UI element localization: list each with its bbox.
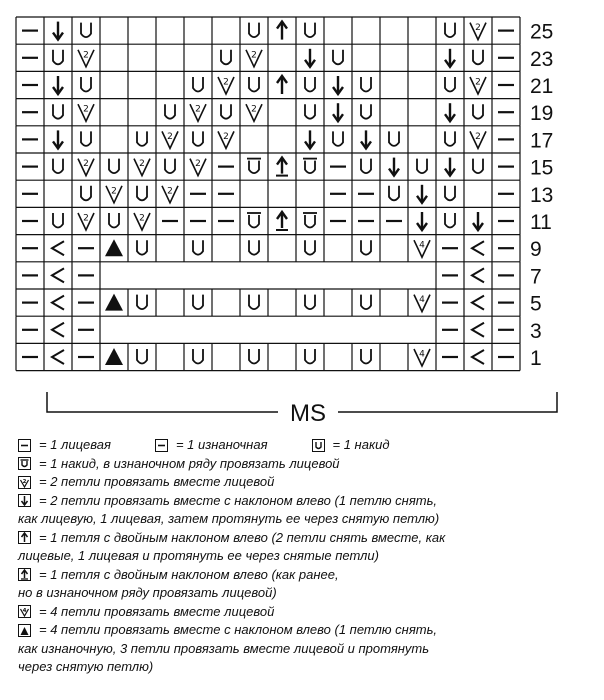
row-number: 13	[530, 183, 554, 207]
yarn-over-u	[445, 23, 455, 37]
legend-row-3	[18, 473, 598, 492]
two-together-v	[470, 77, 486, 94]
two-together-icon	[18, 476, 31, 489]
legend-row-12	[18, 640, 598, 659]
no-stitch-chevron	[52, 323, 64, 337]
four-together-v	[414, 349, 430, 366]
yarn-over-bar-u	[247, 159, 261, 174]
svg-text:2: 2	[167, 186, 173, 197]
svg-text:2: 2	[475, 23, 481, 34]
ssk-down-arrow	[473, 212, 483, 230]
row-number: 11	[530, 211, 552, 234]
yarn-over-u	[137, 349, 147, 364]
ssk-down-arrow	[53, 22, 63, 40]
yarn-over-u	[249, 77, 259, 92]
knit-icon	[18, 439, 31, 452]
yarn-over-u	[137, 240, 147, 255]
yarn-over-u	[53, 159, 63, 174]
no-stitch-chevron	[52, 296, 64, 310]
yarn-over-u	[109, 159, 119, 174]
two-together-v	[78, 104, 94, 121]
yarn-over-u	[53, 50, 63, 65]
no-stitch-chevron	[472, 268, 484, 282]
legend-yarn-over-text: = 1 накид	[332, 437, 390, 452]
two-together-v	[106, 186, 122, 203]
row-number: 5	[530, 292, 542, 316]
ssk-down-arrow	[417, 212, 427, 230]
double-decrease-purl-arrow	[276, 158, 288, 176]
legend-ssk-text-2: как лицевую, 1 лицевая, затем протянуть ее через снятую петлю)	[18, 511, 440, 526]
legend-row-5	[18, 510, 598, 529]
yarn-over-u	[249, 240, 259, 255]
legend-yo-purl-row-knit-text: = 1 накид, в изнаночном ряду провязать лицевой	[39, 455, 340, 471]
legend-row-10	[18, 603, 598, 622]
yarn-over-u	[193, 295, 203, 310]
yarn-over-u	[417, 159, 427, 174]
no-stitch-chevron	[472, 296, 484, 310]
legend-four-left-text-2: как изнаночную, 3 петли провязать вместе лицевой и протянуть	[18, 640, 430, 656]
legend-row-2	[18, 455, 598, 474]
svg-text:2: 2	[475, 77, 481, 88]
yarn-over-u	[389, 186, 399, 201]
two-together-v	[134, 159, 150, 176]
svg-text:4: 4	[22, 608, 27, 615]
yarn-over-u	[221, 104, 231, 119]
four-together-v	[414, 295, 430, 312]
two-together-v	[190, 159, 206, 176]
yarn-over-u	[165, 159, 175, 174]
repeat-label: MS	[290, 400, 326, 427]
row-number: 23	[530, 47, 554, 71]
no-stitch-chevron	[472, 350, 484, 364]
legend-purl-text: = 1 изнаночная	[175, 437, 268, 452]
two-together-v	[78, 159, 94, 176]
double-decrease-purl-arrow-icon	[18, 568, 31, 581]
two-together-v	[470, 131, 486, 148]
ssk-down-arrow	[305, 49, 315, 67]
yarn-over-u	[445, 131, 455, 146]
legend-row-11	[18, 621, 598, 640]
yarn-over-purl-knit-icon	[18, 457, 31, 470]
yarn-over-u	[445, 77, 455, 92]
yarn-over-u	[305, 104, 315, 119]
yarn-over-u	[137, 186, 147, 201]
row-number: 3	[530, 319, 542, 343]
no-stitch-chevron	[472, 323, 484, 337]
legend-four-left-text-3: через снятую петлю)	[18, 659, 154, 674]
legend-double-dec-purl-text-2: но в изнаночном ряду провязать лицевой)	[18, 585, 277, 600]
four-left-triangle	[105, 348, 123, 365]
ssk-down-arrow	[445, 158, 455, 176]
yarn-over-u	[249, 349, 259, 364]
svg-text:2: 2	[223, 131, 229, 142]
yarn-over-u	[305, 349, 315, 364]
yarn-over-u	[53, 104, 63, 119]
four-left-triangle-icon	[18, 624, 31, 637]
yarn-over-u	[193, 77, 203, 92]
two-together-v	[246, 104, 262, 121]
two-together-v	[134, 213, 150, 230]
yarn-over-u	[361, 104, 371, 119]
yarn-over-u	[165, 104, 175, 119]
ssk-down-arrow	[305, 130, 315, 148]
svg-text:2: 2	[195, 104, 201, 115]
legend-row-7	[18, 547, 598, 566]
legend	[18, 436, 598, 677]
row-number: 19	[530, 102, 554, 126]
svg-text:4: 4	[419, 349, 425, 360]
svg-text:2: 2	[83, 50, 89, 61]
ssk-down-arrow	[445, 49, 455, 67]
yarn-over-u	[81, 186, 91, 201]
yarn-over-u	[193, 240, 203, 255]
svg-text:2: 2	[83, 159, 89, 170]
yarn-over-u	[333, 131, 343, 146]
yarn-over-u	[305, 295, 315, 310]
svg-text:2: 2	[83, 104, 89, 115]
row-number: 9	[530, 238, 542, 262]
two-together-v	[246, 50, 262, 67]
yarn-over-u	[137, 295, 147, 310]
legend-two-together-text: = 2 петли провязать вместе лицевой	[39, 474, 275, 489]
legend-double-dec-text-2: лицевые, 1 лицевая и протянуть ее через снятые петли)	[18, 548, 379, 563]
row-number: 7	[530, 265, 542, 289]
double-decrease-up-arrow	[277, 76, 287, 94]
two-together-v	[470, 23, 486, 40]
four-together-v	[414, 240, 430, 257]
yarn-over-u	[361, 77, 371, 92]
svg-text:4: 4	[419, 240, 425, 251]
svg-text:4: 4	[419, 295, 425, 306]
svg-text:2: 2	[83, 213, 89, 224]
svg-text:2: 2	[111, 186, 117, 197]
svg-text:2: 2	[223, 77, 229, 88]
yarn-over-u	[473, 159, 483, 174]
two-together-v	[78, 50, 94, 67]
legend-row-8	[18, 566, 598, 585]
no-stitch-chevron	[472, 241, 484, 255]
svg-text:2: 2	[251, 50, 257, 61]
no-stitch-chevron	[52, 241, 64, 255]
yarn-over-u	[333, 50, 343, 65]
row-number: 17	[530, 129, 554, 153]
yarn-over-u	[445, 186, 455, 201]
ssk-down-arrow	[445, 103, 455, 121]
legend-row-9	[18, 584, 598, 603]
four-left-triangle	[105, 239, 123, 256]
svg-text:2: 2	[475, 131, 481, 142]
row-number: 21	[530, 75, 554, 98]
yarn-over-u	[109, 213, 119, 228]
ssk-down-arrow-icon	[18, 494, 31, 507]
svg-text:2: 2	[139, 213, 145, 224]
yarn-over-u	[445, 213, 455, 228]
yarn-over-u	[193, 349, 203, 364]
row-number: 25	[530, 20, 554, 44]
double-decrease-up-arrow	[277, 22, 287, 40]
svg-text:2: 2	[139, 159, 145, 170]
yarn-over-u	[81, 23, 91, 37]
no-stitch-chevron	[52, 268, 64, 282]
yarn-over-bar-u	[303, 159, 317, 174]
ssk-down-arrow	[333, 103, 343, 121]
yarn-over-u	[361, 159, 371, 174]
legend-four-left-text-1: = 4 петли провязать вместе с наклоном влево (1 петлю снять,	[39, 622, 438, 637]
ssk-down-arrow	[389, 158, 399, 176]
two-together-v	[162, 131, 178, 148]
four-together-icon	[18, 605, 31, 618]
yarn-over-u	[473, 50, 483, 65]
yarn-over-bar-u	[247, 213, 261, 228]
yarn-over-u	[249, 295, 259, 310]
yarn-over-u	[81, 77, 91, 92]
yarn-over-u	[305, 240, 315, 255]
yarn-over-u	[361, 295, 371, 310]
ssk-down-arrow	[361, 130, 371, 148]
two-together-v	[218, 131, 234, 148]
row-number: 1	[530, 347, 542, 370]
double-decrease-up-arrow-icon	[18, 531, 31, 544]
ssk-down-arrow	[333, 76, 343, 94]
yarn-over-u	[389, 131, 399, 146]
svg-text:2: 2	[22, 478, 27, 485]
four-left-triangle	[105, 294, 123, 311]
two-together-v	[78, 213, 94, 230]
legend-row-1	[18, 436, 598, 455]
legend-row-6	[18, 529, 598, 548]
double-decrease-purl-arrow	[276, 212, 288, 230]
two-together-v	[190, 104, 206, 121]
ssk-down-arrow	[53, 130, 63, 148]
legend-double-dec-text-1: = 1 петля с двойным наклоном влево (2 петли снять вместе, как	[39, 529, 446, 545]
svg-text:2: 2	[195, 159, 201, 170]
yarn-over-icon	[312, 439, 325, 452]
svg-text:2: 2	[167, 131, 173, 142]
yarn-over-u	[53, 213, 63, 228]
purl-icon	[155, 439, 168, 452]
svg-text:2: 2	[251, 104, 257, 115]
two-together-v	[162, 186, 178, 203]
yarn-over-u	[473, 104, 483, 119]
row-numbers	[530, 21, 553, 370]
legend-knit-text: = 1 лицевая	[39, 437, 111, 452]
ssk-down-arrow	[417, 185, 427, 203]
yarn-over-u	[249, 23, 259, 37]
legend-ssk-text-1: = 2 петли провязать вместе с наклоном влево (1 петлю снять,	[39, 492, 438, 508]
legend-four-together-text: = 4 петли провязать вместе лицевой	[39, 603, 275, 619]
yarn-over-u	[81, 131, 91, 146]
yarn-over-u	[221, 50, 231, 65]
yarn-over-u	[305, 77, 315, 92]
ssk-down-arrow	[53, 76, 63, 94]
yarn-over-u	[361, 349, 371, 364]
legend-row-4	[18, 492, 598, 511]
yarn-over-u	[137, 131, 147, 146]
yarn-over-u	[361, 240, 371, 255]
yarn-over-u	[193, 131, 203, 146]
no-stitch-chevron	[52, 350, 64, 364]
row-number: 15	[530, 156, 554, 180]
legend-row-13	[18, 658, 598, 677]
two-together-v	[218, 77, 234, 94]
yarn-over-bar-u	[303, 213, 317, 228]
repeat-bracket	[47, 392, 557, 427]
legend-double-dec-purl-text-1: = 1 петля с двойным наклоном влево (как ранее,	[39, 566, 339, 582]
yarn-over-u	[305, 23, 315, 37]
